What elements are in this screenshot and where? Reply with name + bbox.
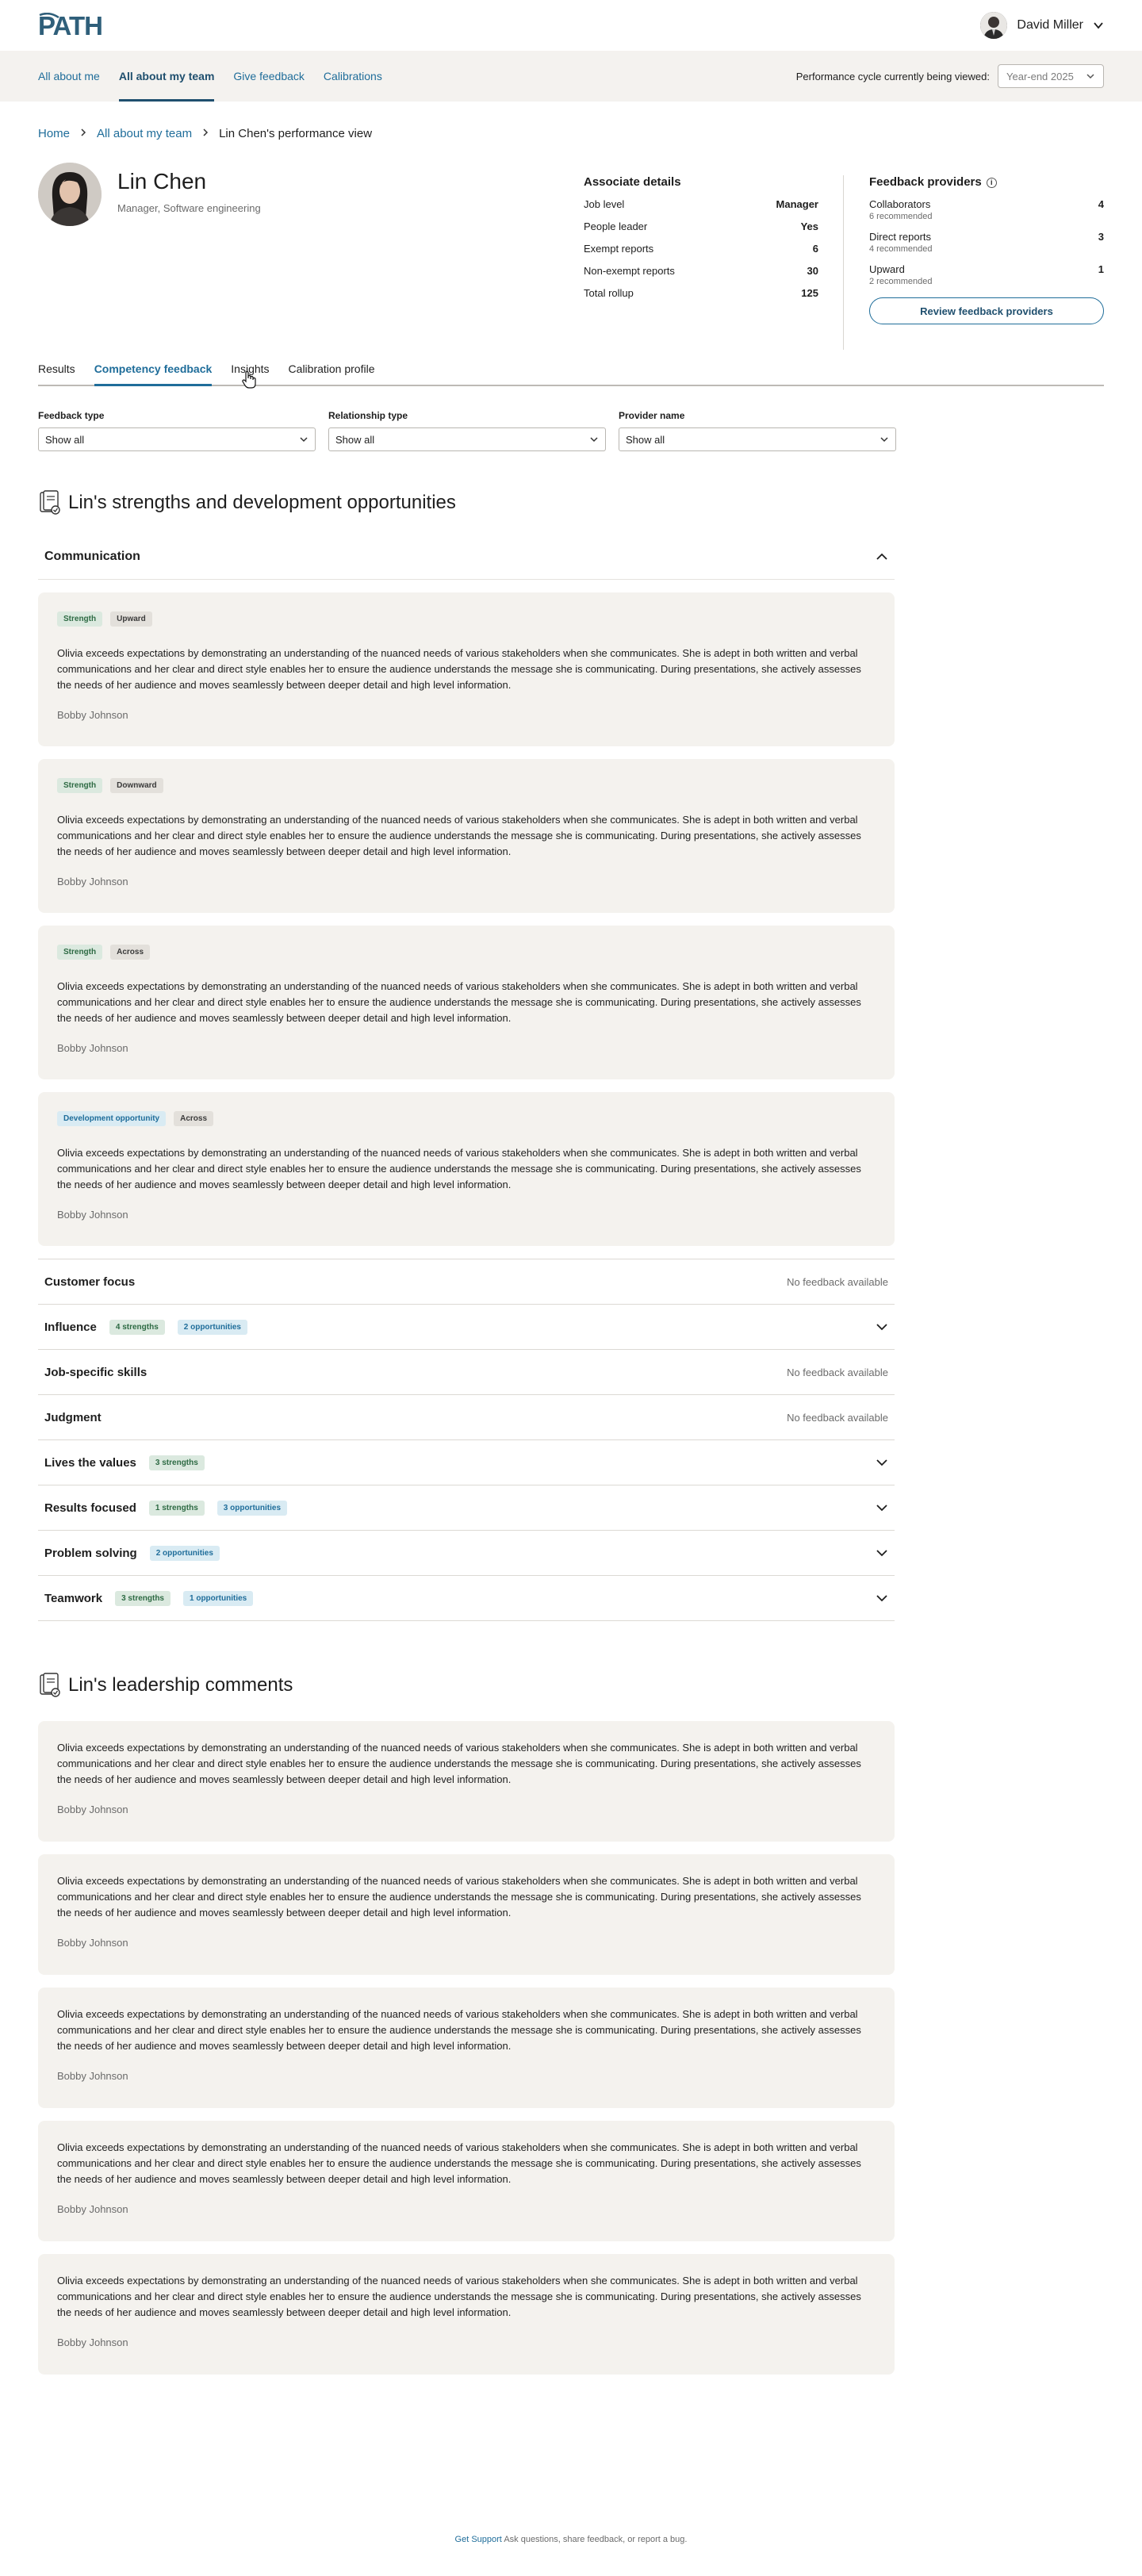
info-icon[interactable]: i xyxy=(987,178,997,188)
feedback-document-icon xyxy=(38,489,62,516)
competency-accordion-row[interactable] xyxy=(38,1305,895,1350)
filter-group xyxy=(328,410,606,451)
associate-details-title: Associate details xyxy=(584,175,681,189)
nav-tab-calibrations[interactable]: Calibrations xyxy=(323,70,382,82)
competency-accordion-row[interactable] xyxy=(38,1259,895,1305)
relationship-badge: Across xyxy=(110,945,150,960)
feedback-card xyxy=(38,592,895,746)
chevron-right-icon xyxy=(201,128,209,140)
provider-label: Direct reports xyxy=(869,231,932,243)
tab-calibration-profile[interactable]: Calibration profile xyxy=(288,362,375,375)
hand-cursor-icon xyxy=(240,370,258,389)
user-menu[interactable] xyxy=(980,12,1104,39)
competency-accordion-row[interactable] xyxy=(38,1440,895,1485)
competency-name: Job-specific skills xyxy=(44,1365,148,1379)
competency-name: Teamwork xyxy=(44,1591,103,1605)
opportunities-count-badge: 2 opportunities xyxy=(150,1546,220,1561)
opportunities-count-badge: 3 opportunities xyxy=(217,1501,287,1516)
footer-text: Ask questions, share feedback, or report a bug. xyxy=(504,2535,688,2544)
competency-accordion-row[interactable] xyxy=(38,1576,895,1621)
associate-detail-value: 6 xyxy=(812,243,818,255)
feedback-text: Olivia exceeds expectations by demonstrating an understanding of the nuanced needs of various stakeholders when she communicates. She is adept in both written and verbal communications and her clear and direct style enables her to ensure the audience understands the message she is communicating. During presentations, she actively assesses the needs of her audience and moves seamlessly between deeper detail and high level information. xyxy=(57,647,861,691)
accordion-communication-title: Communication xyxy=(44,549,140,563)
comment-text: Olivia exceeds expectations by demonstrating an understanding of the nuanced needs of various stakeholders when she communicates. She is adept in both written and verbal communications and her clear and direct style enables her to ensure the audience understands the message she is communicating. During presentations, she actively assesses the needs of her audience and moves seamlessly between deeper detail and high level information. xyxy=(57,1742,861,1785)
leadership-comment-card xyxy=(38,2254,895,2375)
associate-detail-value: 30 xyxy=(807,265,818,277)
competency-row-left xyxy=(44,1320,247,1335)
filter-select[interactable] xyxy=(38,427,316,451)
strengths-section-title-text: Lin's strengths and development opportunities xyxy=(68,492,456,513)
filter-label: Feedback type xyxy=(38,410,105,421)
strengths-content xyxy=(38,534,895,1621)
provider-recommended: 2 recommended xyxy=(869,277,933,286)
competency-name: Results focused xyxy=(44,1501,136,1515)
filter-group xyxy=(619,410,896,451)
associate-detail-row xyxy=(584,198,818,210)
chevron-down-icon xyxy=(1093,20,1104,31)
feedback-card xyxy=(38,1092,895,1246)
feedback-card xyxy=(38,926,895,1079)
leadership-comment-card xyxy=(38,1721,895,1842)
competency-row-left xyxy=(44,1275,135,1289)
strengths-count-badge: 3 strengths xyxy=(115,1591,171,1606)
associate-detail-label: Non-exempt reports xyxy=(584,265,675,277)
competency-row-left xyxy=(44,1366,147,1379)
relationship-badge: Across xyxy=(174,1111,213,1126)
chevron-down-icon xyxy=(876,1549,888,1557)
comment-author: Bobby Johnson xyxy=(57,2203,128,2215)
opportunities-count-badge: 1 opportunities xyxy=(183,1591,253,1606)
chevron-down-icon xyxy=(879,435,889,444)
competency-accordion-row[interactable] xyxy=(38,1395,895,1440)
strengths-count-badge: 3 strengths xyxy=(149,1455,205,1470)
associate-detail-value: Manager xyxy=(776,198,818,210)
chevron-right-icon xyxy=(79,128,87,140)
competency-accordion-row[interactable] xyxy=(38,1350,895,1395)
profile-avatar xyxy=(38,163,102,226)
competency-accordion-row[interactable] xyxy=(38,1485,895,1531)
accordion-communication[interactable] xyxy=(38,534,895,580)
breadcrumb xyxy=(0,127,1142,140)
path-logo[interactable] xyxy=(38,13,103,38)
user-name: David Miller xyxy=(1017,18,1083,32)
associate-detail-label: People leader xyxy=(584,220,648,232)
competency-row-left xyxy=(44,1411,102,1424)
associate-detail-value: Yes xyxy=(800,220,818,232)
associate-detail-row xyxy=(584,220,818,232)
no-feedback-text: No feedback available xyxy=(787,1411,888,1424)
associate-detail-row xyxy=(584,243,818,255)
comment-author: Bobby Johnson xyxy=(57,2070,128,2082)
filter-value: Show all xyxy=(45,433,85,446)
primary-nav xyxy=(0,51,1142,102)
strengths-count-badge: 4 strengths xyxy=(109,1320,165,1335)
provider-recommended: 4 recommended xyxy=(869,244,933,254)
filters xyxy=(0,410,1142,451)
leadership-section-title-text: Lin's leadership comments xyxy=(68,1674,293,1696)
feedback-text: Olivia exceeds expectations by demonstrating an understanding of the nuanced needs of various stakeholders when she communicates. She is adept in both written and verbal communications and her clear and direct style enables her to ensure the audience understands the message she is communicating. During presentations, she actively assesses the needs of her audience and moves seamlessly between deeper detail and high level information. xyxy=(57,980,861,1024)
chevron-down-icon xyxy=(876,1459,888,1466)
cycle-value: Year-end 2025 xyxy=(1006,70,1074,82)
nav-tab-all-about-my-team[interactable]: All about my team xyxy=(119,51,215,102)
filter-value: Show all xyxy=(335,433,375,446)
tab-insights[interactable] xyxy=(231,353,269,386)
provider-count: 3 xyxy=(1098,231,1104,243)
feedback-tags xyxy=(57,611,876,627)
comment-author: Bobby Johnson xyxy=(57,2336,128,2348)
chevron-down-icon xyxy=(299,435,308,444)
provider-count: 4 xyxy=(1098,198,1104,210)
profile-name: Lin Chen xyxy=(117,169,207,194)
provider-item xyxy=(869,231,1104,254)
relationship-badge: Downward xyxy=(110,778,163,793)
chevron-down-icon xyxy=(1086,71,1095,81)
profile-role: Manager, Software engineering xyxy=(117,202,261,214)
comment-text: Olivia exceeds expectations by demonstrating an understanding of the nuanced needs of various stakeholders when she communicates. She is adept in both written and verbal communications and her clear and direct style enables her to ensure the audience understands the message she is communicating. During presentations, she actively assesses the needs of her audience and moves seamlessly between deeper detail and high level information. xyxy=(57,2275,861,2318)
feedback-card xyxy=(38,759,895,913)
user-avatar xyxy=(980,12,1007,39)
comment-text: Olivia exceeds expectations by demonstrating an understanding of the nuanced needs of various stakeholders when she communicates. She is adept in both written and verbal communications and her clear and direct style enables her to ensure the audience understands the message she is communicating. During presentations, she actively assesses the needs of her audience and moves seamlessly between deeper detail and high level information. xyxy=(57,1875,861,1919)
footer xyxy=(0,2535,1142,2544)
filter-label: Relationship type xyxy=(328,410,408,421)
profile-summary xyxy=(0,163,1142,353)
breadcrumb-current: Lin Chen's performance view xyxy=(219,127,373,140)
filter-group xyxy=(38,410,316,451)
comment-author: Bobby Johnson xyxy=(57,1804,128,1815)
tab-competency-feedback[interactable]: Competency feedback xyxy=(94,353,213,386)
feedback-type-badge: Development opportunity xyxy=(57,1111,166,1126)
feedback-text: Olivia exceeds expectations by demonstrating an understanding of the nuanced needs of various stakeholders when she communicates. She is adept in both written and verbal communications and her clear and direct style enables her to ensure the audience understands the message she is communicating. During presentations, she actively assesses the needs of her audience and moves seamlessly between deeper detail and high level information. xyxy=(57,814,861,857)
chevron-down-icon xyxy=(876,1323,888,1331)
provider-recommended: 6 recommended xyxy=(869,212,933,221)
associate-detail-label: Total rollup xyxy=(584,287,634,299)
tab-results[interactable]: Results xyxy=(38,362,75,375)
provider-label: Collaborators xyxy=(869,198,931,210)
provider-count: 1 xyxy=(1098,263,1104,275)
comment-text: Olivia exceeds expectations by demonstrating an understanding of the nuanced needs of various stakeholders when she communicates. She is adept in both written and verbal communications and her clear and direct style enables her to ensure the audience understands the message she is communicating. During presentations, she actively assesses the needs of her audience and moves seamlessly between deeper detail and high level information. xyxy=(57,2008,861,2052)
competency-name: Customer focus xyxy=(44,1275,136,1289)
competency-row-left xyxy=(44,1591,253,1606)
chevron-up-icon xyxy=(876,553,888,561)
subtabs xyxy=(38,353,1104,386)
competency-accordion-row[interactable] xyxy=(38,1531,895,1576)
provider-line xyxy=(869,231,1104,243)
comment-author: Bobby Johnson xyxy=(57,1937,128,1949)
feedback-text: Olivia exceeds expectations by demonstrating an understanding of the nuanced needs of various stakeholders when she communicates. She is adept in both written and verbal communications and her clear and direct style enables her to ensure the audience understands the message she is communicating. During presentations, she actively assesses the needs of her audience and moves seamlessly between deeper detail and high level information. xyxy=(57,1147,861,1190)
provider-label: Upward xyxy=(869,263,905,275)
associate-detail-row xyxy=(584,265,818,277)
feedback-providers xyxy=(869,175,1104,324)
strengths-section-title xyxy=(0,489,1142,516)
associate-details xyxy=(584,175,818,309)
feedback-author: Bobby Johnson xyxy=(57,1209,128,1221)
provider-line xyxy=(869,198,1104,210)
cycle-select[interactable] xyxy=(998,64,1104,88)
strengths-count-badge: 1 strengths xyxy=(149,1501,205,1516)
filter-label: Provider name xyxy=(619,410,685,421)
competency-name: Problem solving xyxy=(44,1546,137,1560)
review-feedback-providers-button[interactable]: Review feedback providers xyxy=(869,297,1104,324)
divider xyxy=(843,175,844,350)
leadership-comment-card xyxy=(38,1988,895,2108)
feedback-providers-title-text: Feedback providers xyxy=(869,175,982,189)
associate-detail-label: Exempt reports xyxy=(584,243,654,255)
feedback-author: Bobby Johnson xyxy=(57,1042,128,1054)
cycle-label: Performance cycle currently being viewed: xyxy=(795,70,990,82)
feedback-author: Bobby Johnson xyxy=(57,876,128,887)
associate-detail-value: 125 xyxy=(801,287,818,299)
comment-text: Olivia exceeds expectations by demonstrating an understanding of the nuanced needs of various stakeholders when she communicates. She is adept in both written and verbal communications and her clear and direct style enables her to ensure the audience understands the message she is communicating. During presentations, she actively assesses the needs of her audience and moves seamlessly between deeper detail and high level information. xyxy=(57,2141,861,2185)
leadership-comment-card xyxy=(38,1854,895,1975)
filter-value: Show all xyxy=(626,433,665,446)
competency-row-left xyxy=(44,1546,220,1561)
feedback-type-badge: Strength xyxy=(57,945,102,960)
relationship-badge: Upward xyxy=(110,611,152,627)
feedback-document-icon xyxy=(38,1672,62,1699)
competency-name: Lives the values xyxy=(44,1455,136,1470)
competency-row-left xyxy=(44,1455,205,1470)
top-header xyxy=(0,0,1142,51)
leadership-comments xyxy=(38,1721,895,2375)
nav-tab-all-about-me[interactable]: All about me xyxy=(38,70,100,82)
feedback-tags xyxy=(57,778,876,793)
leadership-section-title xyxy=(0,1672,1142,1699)
feedback-tags xyxy=(57,1111,876,1126)
filter-select[interactable] xyxy=(328,427,606,451)
provider-item xyxy=(869,198,1104,221)
feedback-type-badge: Strength xyxy=(57,778,102,793)
breadcrumb-home[interactable]: Home xyxy=(38,127,71,140)
competency-row-left xyxy=(44,1501,287,1516)
opportunities-count-badge: 2 opportunities xyxy=(178,1320,247,1335)
provider-item xyxy=(869,263,1104,286)
no-feedback-text: No feedback available xyxy=(787,1366,888,1378)
chevron-down-icon xyxy=(876,1594,888,1602)
chevron-down-icon xyxy=(589,435,599,444)
svg-text:PATH: PATH xyxy=(38,13,102,38)
associate-detail-label: Job level xyxy=(584,198,625,210)
feedback-providers-title xyxy=(869,175,1104,189)
filter-select[interactable] xyxy=(619,427,896,451)
associate-detail-row xyxy=(584,287,818,299)
breadcrumb-my-team[interactable]: All about my team xyxy=(97,127,193,140)
feedback-tags xyxy=(57,945,876,960)
no-feedback-text: No feedback available xyxy=(787,1275,888,1288)
nav-tab-give-feedback[interactable]: Give feedback xyxy=(233,70,305,82)
cycle-selector-group xyxy=(796,51,1104,102)
feedback-type-badge: Strength xyxy=(57,611,102,627)
competency-name: Judgment xyxy=(44,1410,102,1424)
tab-insights-label: Insights xyxy=(231,362,270,375)
provider-line xyxy=(869,263,1104,275)
profile-card xyxy=(38,163,546,353)
chevron-down-icon xyxy=(876,1504,888,1512)
competency-name: Influence xyxy=(44,1320,97,1334)
get-support-link[interactable]: Get Support xyxy=(454,2535,502,2544)
feedback-author: Bobby Johnson xyxy=(57,709,128,721)
leadership-comment-card xyxy=(38,2121,895,2241)
